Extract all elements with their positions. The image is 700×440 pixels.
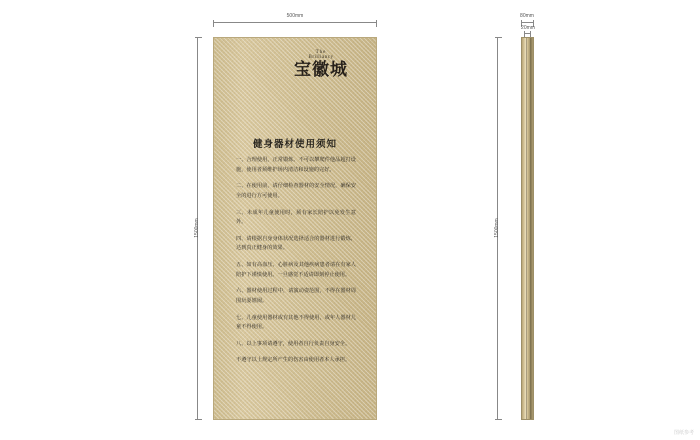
front-height-dimension-label: 1500mm xyxy=(194,218,200,238)
logo-line-brilliancy: Brilliancy xyxy=(308,55,334,60)
rule-paragraph: 三、未成年儿童使用时，须有家长陪护以免发生意外。 xyxy=(236,209,356,226)
brand-logo xyxy=(282,50,360,80)
logo-line-the: The xyxy=(315,50,327,55)
watermark-label: 图纸参考 xyxy=(673,430,694,436)
front-view-signboard xyxy=(213,37,377,420)
post-seam-left xyxy=(526,38,527,419)
rule-paragraph: 七、儿童使用器材或有其他不得使用，或年人器材儿童不得使用。 xyxy=(236,314,356,331)
rule-paragraph: 六、器材使用过程中，请演动姿范围，不得在器材周围玩耍嬉闹。 xyxy=(236,288,356,304)
panel-body-text xyxy=(236,156,356,373)
front-width-dimension-label: 500mm xyxy=(286,13,304,19)
post-seam-right xyxy=(530,38,531,419)
side-inner-dimension-line xyxy=(524,33,531,34)
logo-chinese-name: 宝徽城 xyxy=(294,60,348,80)
side-depth-dimension-line xyxy=(521,22,534,23)
front-width-dimension-line xyxy=(213,22,377,23)
rule-paragraph: 二、在使用前，请仔细检查器材的安全情况，确保安全的进行方可使用。 xyxy=(236,183,356,199)
side-inner-dimension-label: 20mm xyxy=(521,25,535,31)
rule-paragraph: 一、合理使用，正常锻炼。不可以攀爬件他品超打设施，使用者须维护场内清洁和设施的完好。 xyxy=(236,157,356,173)
side-height-dimension-label: 1500mm xyxy=(494,218,500,238)
rule-paragraph: 五、如有高血压、心脏病及其他疾病患者请在有家人陪护下谨慎使用。一旦感觉不适请即刻停止使用。 xyxy=(236,262,356,278)
rule-paragraph: 四、请根据自身身体状况选择适合的器材进行锻炼，达到真正健身的效果。 xyxy=(236,235,356,252)
rule-paragraph: 八、以上事项请遵守，使用者自行负责自身安全。 xyxy=(236,340,351,347)
side-view-post xyxy=(521,37,534,420)
panel-title: 健身器材使用须知 xyxy=(252,139,337,150)
rule-paragraph: 不遵守以上规定所产生的伤害由使用者本人承担。 xyxy=(236,357,351,364)
side-depth-dimension-label: 80mm xyxy=(520,13,534,19)
